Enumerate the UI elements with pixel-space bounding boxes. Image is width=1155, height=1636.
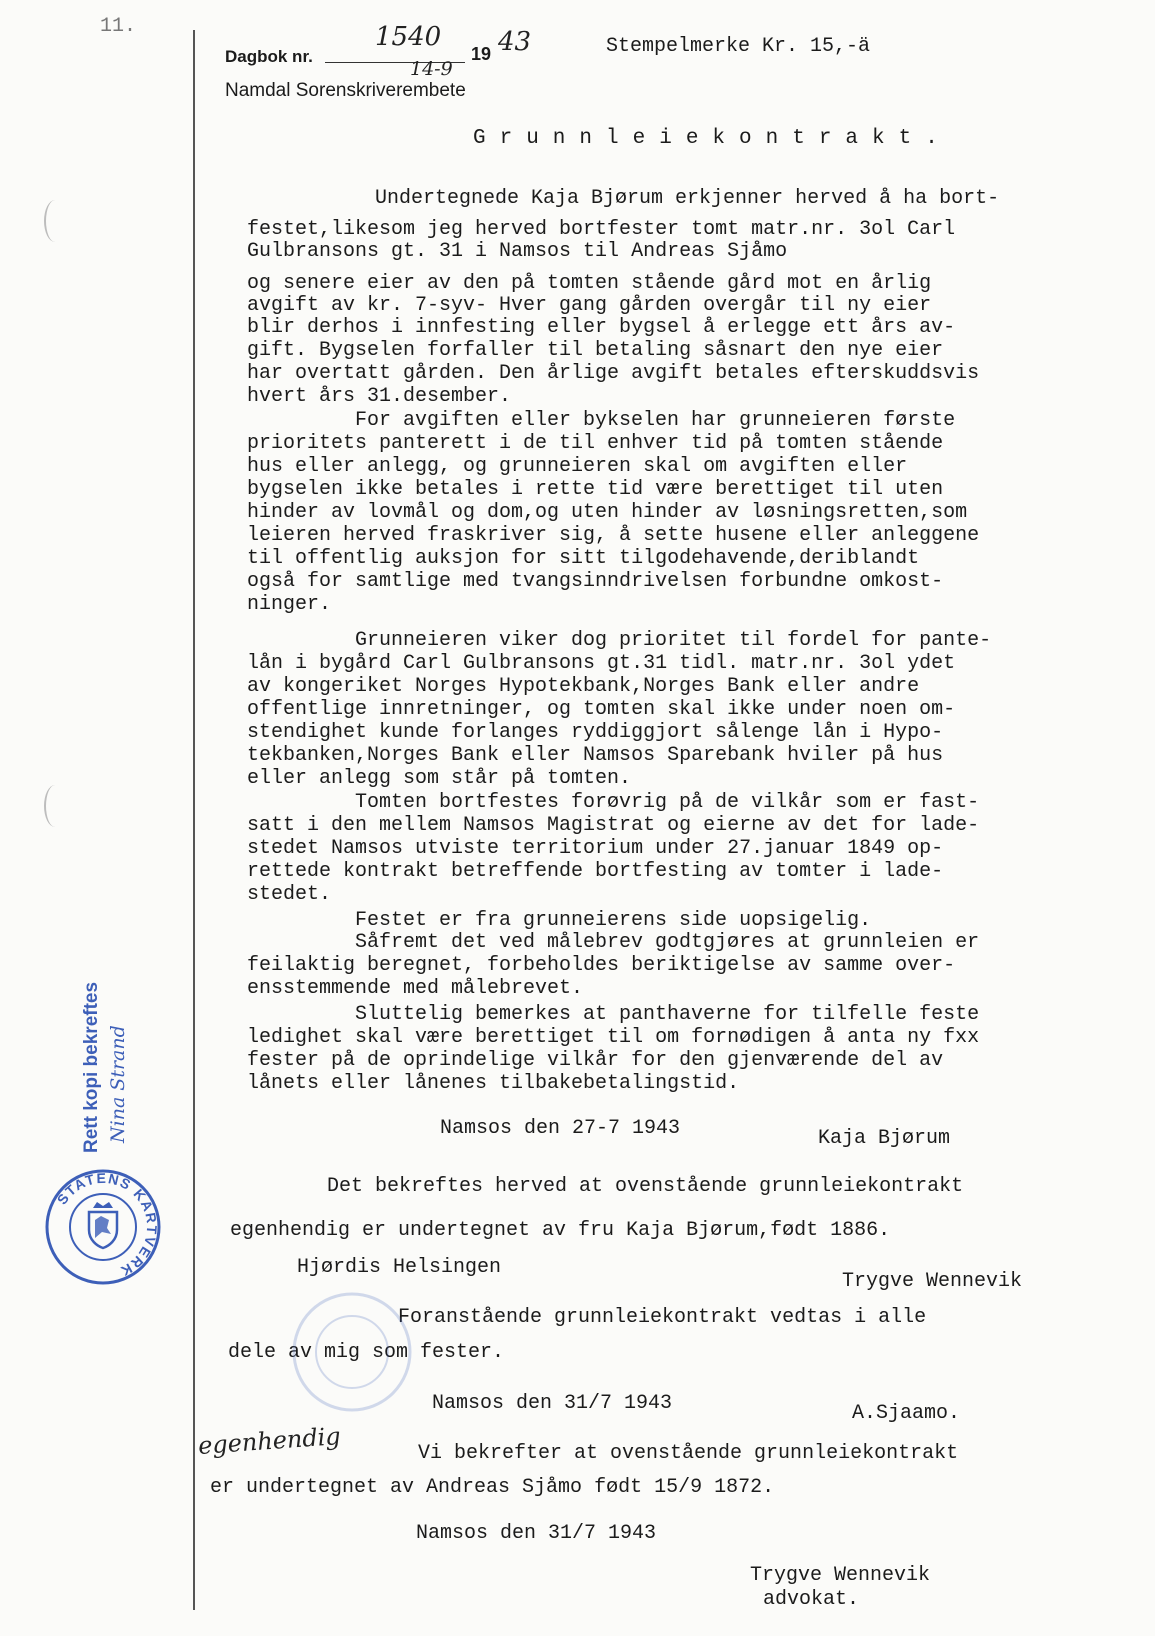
office-stamp: Namdal Sorenskriverembete <box>225 80 466 101</box>
handwritten-note: egenhendig <box>197 1422 342 1460</box>
body-line: til offentlig auksjon for sitt tilgodehavende,deriblandt <box>247 547 920 570</box>
signer-name: Kaja Bjørum <box>818 1127 951 1150</box>
svg-text:STATENS KARTVERK: STATENS KARTVERK <box>53 1169 161 1280</box>
body-line: Gulbransons gt. 31 i Namsos til Andreas Sjåmo <box>247 240 788 263</box>
body-line: For avgiften eller bykselen har grunneieren første <box>355 409 956 432</box>
signing-place-date: Namsos den 27-7 1943 <box>440 1117 681 1140</box>
body-line: Sluttelig bemerkes at panthaverne for tilfelle feste <box>355 1003 980 1026</box>
body-line: bygselen ikke betales i rette tid være berettiget til uten <box>247 478 944 501</box>
body-line: har overtatt gården. Den årlige avgift betales efterskuddsvis <box>247 362 980 385</box>
acceptance-line: Foranstående grunnleiekontrakt vedtas i alle <box>398 1306 927 1329</box>
body-line: og senere eier av den på tomten stående gård mot en årlig <box>247 272 932 295</box>
body-line: eller anlegg som står på tomten. <box>247 767 632 790</box>
body-line: stedet Namsos utviste territorium under 27.januar 1849 op- <box>247 837 944 860</box>
body-line: hus eller anlegg, og grunneieren skal om avgiften eller <box>247 455 908 478</box>
certification-stamp <box>75 975 135 1175</box>
body-line: hvert års 31.desember. <box>247 385 512 408</box>
corner-mark: 11. <box>100 15 137 38</box>
body-line: feilaktig beregnet, forbeholdes beriktigelse av samme over- <box>247 954 956 977</box>
year-prefix: 19 <box>471 44 492 64</box>
body-line: rettede kontrakt betreffende bortfesting av tomter i lade- <box>247 860 944 883</box>
punch-hole <box>44 785 66 827</box>
faint-seal-imprint <box>290 1290 415 1415</box>
body-line: gift. Bygselen forfaller til betaling såsnart den nye eier <box>247 339 944 362</box>
witness-left: Hjørdis Helsingen <box>297 1256 502 1279</box>
body-line: ninger. <box>247 593 332 616</box>
body-line: ensstemmende med målebrevet. <box>247 977 584 1000</box>
dagbok-label: Dagbok nr. <box>225 47 313 66</box>
final-signer-name: Trygve Wennevik <box>750 1564 931 1587</box>
witness-right: Trygve Wennevik <box>842 1270 1023 1293</box>
body-line: Såfremt det ved målebrev godtgjøres at grunnleien er <box>355 931 980 954</box>
body-line: også for samtlige med tvangsinndrivelsen forbundne omkost- <box>247 570 944 593</box>
punch-hole <box>44 200 66 242</box>
dagbok-number: 1540 <box>375 22 442 52</box>
body-line: ledighet skal være berettiget til om fornødigen å anta ny fxx <box>247 1026 980 1049</box>
attest-line: Vi bekrefter at ovenstående grunnleiekontrakt <box>418 1442 959 1465</box>
body-line: lån i bygård Carl Gulbransons gt.31 tidl. matr.nr. 3ol ydet <box>247 652 956 675</box>
body-line: lånets eller lånenes tilbakebetalingstid. <box>247 1072 740 1095</box>
body-line: prioritets panterett i de til enhver tid på tomten stående <box>247 432 944 455</box>
body-line: satt i den mellem Namsos Magistrat og eierne av det for lade- <box>247 814 980 837</box>
body-line: hinder av lovmål og dom,og uten hinder av løsningsretten,som <box>247 501 968 524</box>
body-line: Tomten bortfestes forøvrig på de vilkår som er fast- <box>355 791 980 814</box>
body-line: Grunneieren viker dog prioritet til fordel for pante- <box>355 629 992 652</box>
attest-line: er undertegnet av Andreas Sjåmo født 15/9 1872. <box>210 1476 775 1499</box>
signing-place-date: Namsos den 31/7 1943 <box>432 1392 673 1415</box>
attest-line: Det bekreftes herved at ovenstående grunnleiekontrakt <box>327 1175 964 1198</box>
body-line: tekbanken,Norges Bank eller Namsos Sparebank hviler på hus <box>247 744 944 767</box>
body-line: leieren herved fraskriver sig, å sette husene eller anleggene <box>247 524 980 547</box>
body-line: blir derhos i innfesting eller bygsel å erlegge ett års av- <box>247 316 956 339</box>
acceptance-line: dele av mig som fester. <box>228 1341 505 1364</box>
body-line: stedet. <box>247 883 332 906</box>
body-line: offentlige innretninger, og tomten skal ikke under noen om- <box>247 698 956 721</box>
stamp-fee: Stempelmerke Kr. 15,-ä <box>606 35 871 58</box>
body-line: festet,likesom jeg herved bortfester tomt matr.nr. 3ol Carl <box>247 218 956 241</box>
final-signer-title: advokat. <box>763 1588 860 1611</box>
body-line: av kongeriket Norges Hypotekbank,Norges Bank eller andre <box>247 675 920 698</box>
year-suffix: 43 <box>498 27 532 57</box>
signer-name: A.Sjaamo. <box>852 1402 961 1425</box>
attest-line: egenhendig er undertegnet av fru Kaja Bjørum,født 1886. <box>230 1219 891 1242</box>
body-line: fester på de oprindelige vilkår for den gjenværende del av <box>247 1049 944 1072</box>
certification-signature: Nina Strand <box>107 1025 129 1143</box>
body-line: stendighet kunde forlanges ryddiggjort sålenge lån i Hypo- <box>247 721 944 744</box>
date-note: 14-9 <box>410 58 453 80</box>
body-line: avgift av kr. 7-syv- Hver gang gården overgår til ny eier <box>247 294 932 317</box>
body-line: Festet er fra grunneierens side uopsigelig. <box>355 909 872 932</box>
kartverk-seal <box>44 1168 162 1286</box>
body-line: Undertegnede Kaja Bjørum erkjenner herved å ha bort- <box>375 187 1000 210</box>
signing-place-date: Namsos den 31/7 1943 <box>416 1522 657 1545</box>
certification-text: Rett kopi bekreftes <box>81 981 102 1153</box>
document-title: Grunnleiekontrakt. <box>473 127 952 150</box>
margin-rule <box>193 30 195 1610</box>
